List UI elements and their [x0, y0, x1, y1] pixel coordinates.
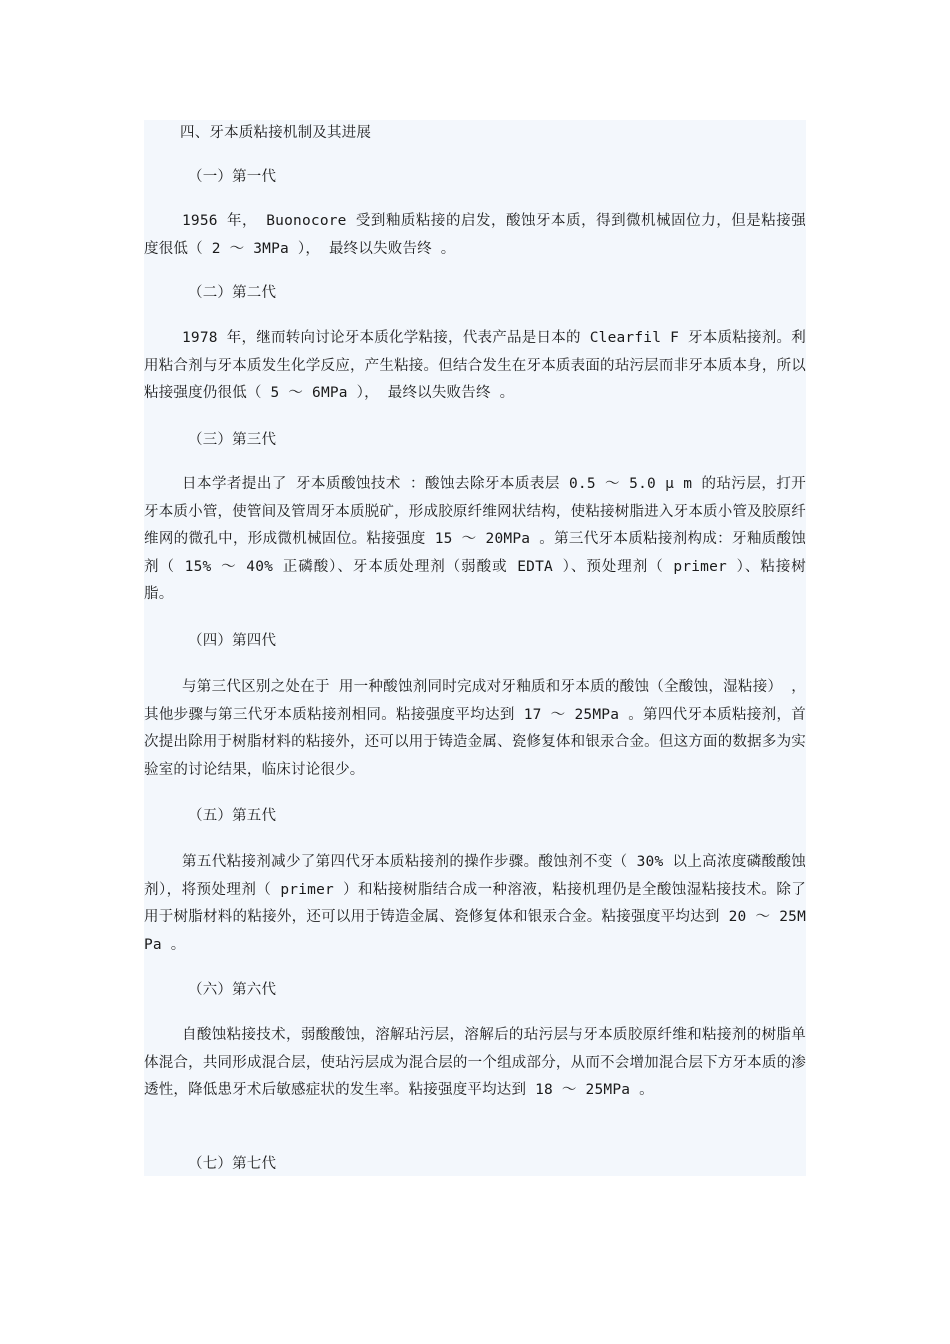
section-title-4: （四）第四代: [188, 633, 277, 649]
section-body-6: 自酸蚀粘接技术，弱酸酸蚀，溶解玷污层，溶解后的玷污层与牙本质胶原纤维和粘接剂的树脂单体混合，共同形成混合层，使玷污层成为混合层的一个组成部分，从而不会增加混合层下方牙本质的渗透性，降低患牙术后敏感症状的发生率。粘接强度平均达到 18 ～ 25MPa 。: [144, 1027, 806, 1098]
section-body-5: 第五代粘接剂减少了第四代牙本质粘接剂的操作步骤。酸蚀剂不变（ 30% 以上高浓度磷酸酸蚀剂），将预处理剂（ primer ）和粘接树脂结合成一种溶液，粘接机理仍是全酸蚀湿粘接技术。除了用于树脂材料的粘接外，还可以用于铸造金属、瓷修复体和银汞合金。粘接强度平均达到 20 ～ 25MPa 。: [144, 854, 806, 953]
section-title-6: （六）第六代: [188, 982, 277, 998]
section-body-4: 与第三代区别之处在于 用一种酸蚀剂同时完成对牙釉质和牙本质的酸蚀（全酸蚀，湿粘接） ，其他步骤与第三代牙本质粘接剂相同。粘接强度平均达到 17 ～ 25MPa 。第四代牙本质粘接剂，首次提出除用于树脂材料的粘接外，还可以用于铸造金属、瓷修复体和银汞合金。但这方面的数据多为实验室的讨论结果，临床讨论很少。: [144, 679, 806, 778]
section-title-5: （五）第五代: [188, 808, 277, 824]
section-title-7: （七）第七代: [188, 1156, 277, 1172]
section-body-3: 日本学者提出了 牙本质酸蚀技术 ：酸蚀去除牙本质表层 0.5 ～ 5.0 μ m 的玷污层，打开牙本质小管，使管间及管周牙本质脱矿，形成胶原纤维网状结构，使粘接树脂进入牙本质小管及胶原纤维网的微孔中，形成微机械固位。粘接强度 15 ～ 20MPa 。第三代牙本质粘接剂构成：牙釉质酸蚀剂（ 15% ～ 40% 正磷酸）、牙本质处理剂（弱酸或 EDTA ）、预处理剂（ primer ）、粘接树脂。: [144, 476, 806, 602]
main-heading: 四、牙本质粘接机制及其进展: [180, 125, 372, 141]
section-body-1: 1956 年， Buonocore 受到釉质粘接的启发，酸蚀牙本质，得到微机械固位力，但是粘接强度很低（ 2 ～ 3MPa ）， 最终以失败告终 。: [144, 213, 806, 257]
section-title-2: （二）第二代: [188, 285, 277, 301]
section-title-1: （一）第一代: [188, 169, 277, 185]
section-title-3: （三）第三代: [188, 432, 277, 448]
section-body-2: 1978 年，继而转向讨论牙本质化学粘接，代表产品是日本的 Clearfil F 牙本质粘接剂。利用粘合剂与牙本质发生化学反应，产生粘接。但结合发生在牙本质表面的玷污层而非牙本质本身，所以粘接强度仍很低（ 5 ～ 6MPa ）， 最终以失败告终 。: [144, 330, 806, 401]
document-content: [144, 120, 806, 1176]
